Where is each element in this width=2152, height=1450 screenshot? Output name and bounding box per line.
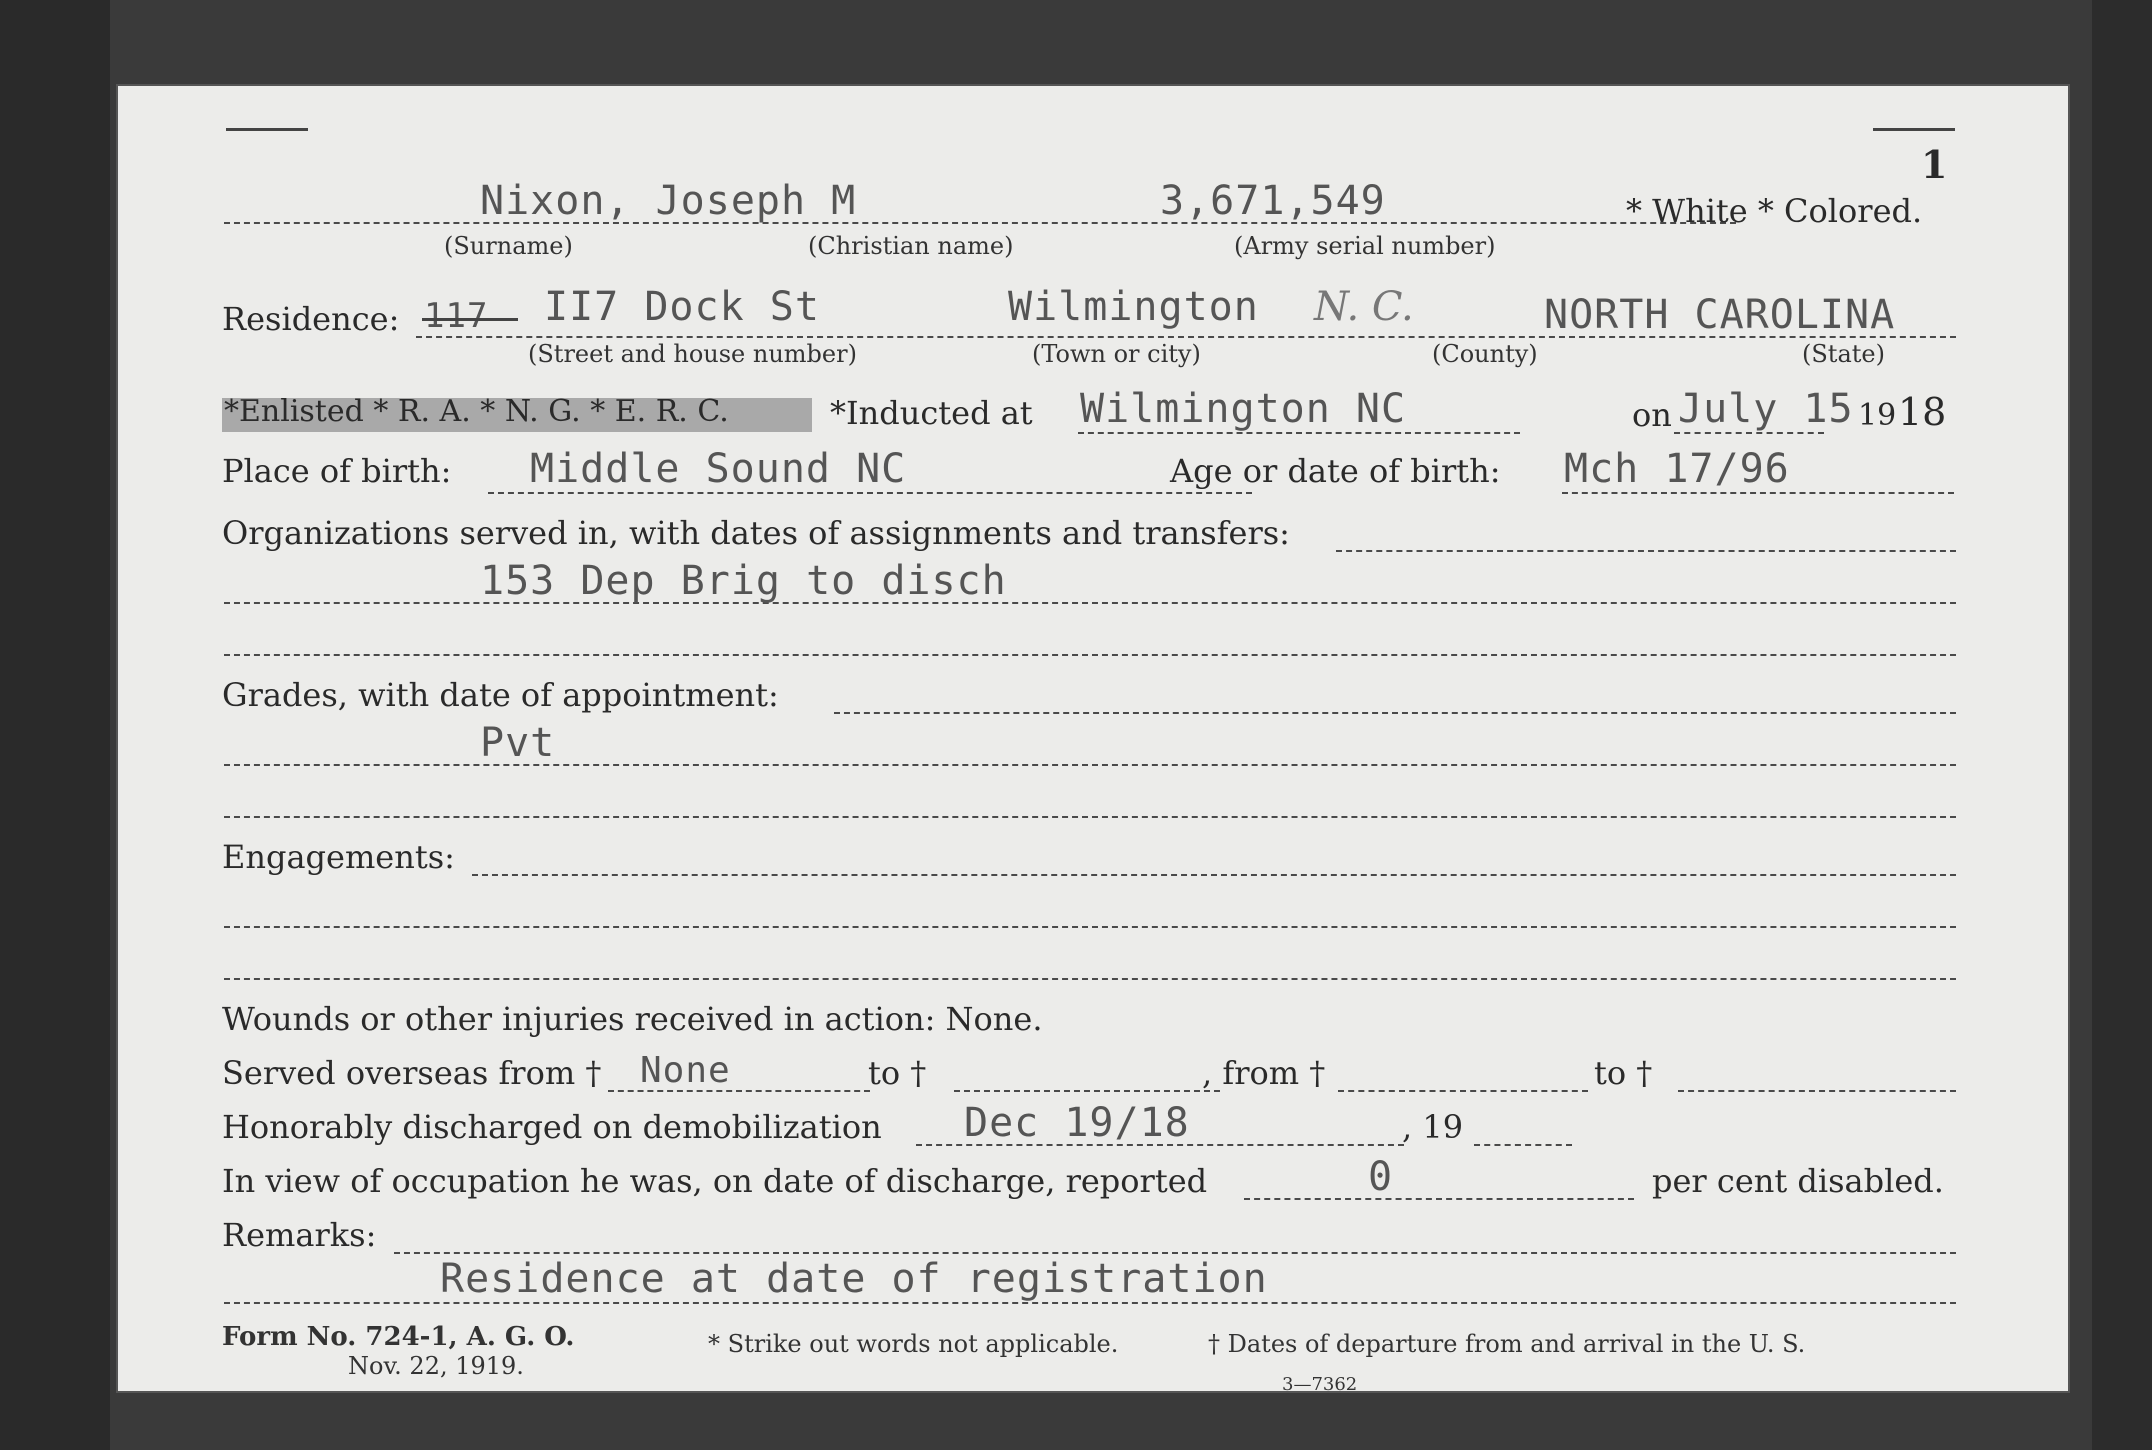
- town-value: Wilmington: [1008, 284, 1259, 330]
- birth-place-line: [488, 492, 1252, 494]
- wounds-label: Wounds or other injuries received in action: None.: [222, 1000, 1043, 1038]
- street-value: II7 Dock St: [544, 284, 820, 330]
- disability-value: 0: [1368, 1154, 1394, 1200]
- caption-county: (County): [1432, 340, 1538, 368]
- race-options: * White * Colored.: [1626, 192, 1923, 230]
- inducted-place-value: Wilmington NC: [1080, 386, 1407, 432]
- organizations-line-2: [224, 654, 1956, 656]
- scan-background-right: [2092, 0, 2152, 1450]
- disability-line: [1244, 1198, 1634, 1200]
- overseas-from-value: None: [640, 1050, 731, 1091]
- remarks-line-0: [394, 1252, 1956, 1254]
- overseas-to2-line: [1678, 1090, 1956, 1092]
- overseas-to-line: [954, 1090, 1220, 1092]
- footnote-strike-out: * Strike out words not applicable.: [708, 1330, 1119, 1358]
- footnote-dates: † Dates of departure from and arrival in the U. S.: [1208, 1330, 1806, 1358]
- birth-place-value: Middle Sound NC: [530, 446, 907, 492]
- residence-label: Residence:: [222, 300, 400, 338]
- organizations-line-0: [1336, 550, 1956, 552]
- struck-house-number: 117: [424, 296, 489, 336]
- overseas-from2-line: [1338, 1090, 1588, 1092]
- engagements-line-2: [224, 978, 1956, 980]
- induction-date-line: [1674, 432, 1824, 434]
- serial-value: 3,671,549: [1160, 178, 1386, 224]
- birth-place-label: Place of birth:: [222, 452, 452, 490]
- remarks-label: Remarks:: [222, 1216, 377, 1254]
- grades-line-2: [224, 816, 1956, 818]
- discharge-label: Honorably discharged on demobilization: [222, 1108, 882, 1146]
- caption-serial: (Army serial number): [1234, 232, 1496, 260]
- caption-town: (Town or city): [1032, 340, 1201, 368]
- town-handwritten-note: N. C.: [1314, 284, 1414, 330]
- state-value: NORTH CAROLINA: [1544, 292, 1896, 338]
- engagements-label: Engagements:: [222, 838, 455, 876]
- name-value: Nixon, Joseph M: [480, 178, 857, 224]
- remarks-value: Residence at date of registration: [440, 1256, 1268, 1302]
- disability-label: In view of occupation he was, on date of discharge, reported: [222, 1162, 1208, 1200]
- birth-date-label: Age or date of birth:: [1170, 452, 1501, 490]
- enlisted-options: *Enlisted * R. A. * N. G. * E. R. C.: [224, 394, 729, 429]
- card-number: 1: [1921, 142, 1948, 187]
- overseas-label: Served overseas from †: [222, 1054, 602, 1092]
- induction-year-prefix: 19: [1858, 398, 1897, 433]
- print-code: 3—7362: [1282, 1374, 1358, 1395]
- name-line: [224, 222, 1736, 224]
- scan-background-left: [0, 0, 110, 1450]
- form-number: Form No. 724-1, A. G. O.: [222, 1322, 575, 1352]
- caption-state: (State): [1802, 340, 1885, 368]
- form-date: Nov. 22, 1919.: [348, 1352, 524, 1380]
- grades-label: Grades, with date of appointment:: [222, 676, 779, 714]
- birth-date-value: Mch 17/96: [1564, 446, 1790, 492]
- on-label: on: [1632, 396, 1672, 434]
- overseas-to-label: to †: [868, 1054, 927, 1092]
- engagements-line-0: [472, 874, 1956, 876]
- service-record-card: [118, 86, 2068, 1395]
- remarks-line-1: [224, 1302, 1956, 1304]
- organizations-value: 153 Dep Brig to disch: [480, 558, 1007, 604]
- overseas-from2-label: , from †: [1202, 1054, 1326, 1092]
- induction-year-suffix: 18: [1898, 390, 1947, 434]
- induction-date-value: July 15: [1678, 386, 1854, 432]
- caption-street: (Street and house number): [528, 340, 857, 368]
- organizations-label: Organizations served in, with dates of assignments and transfers:: [222, 514, 1290, 552]
- grades-value: Pvt: [480, 720, 556, 766]
- top-right-rule: [1873, 128, 1955, 131]
- grades-line-0: [834, 712, 1956, 714]
- overseas-to2-label: to †: [1594, 1054, 1653, 1092]
- discharge-date-value: Dec 19/18: [964, 1100, 1190, 1146]
- discharge-year-line: [1474, 1144, 1572, 1146]
- caption-surname: (Surname): [444, 232, 573, 260]
- top-left-rule: [226, 128, 308, 131]
- engagements-line-1: [224, 926, 1956, 928]
- disability-suffix: per cent disabled.: [1652, 1162, 1944, 1200]
- inducted-label: *Inducted at: [830, 394, 1033, 432]
- birth-date-line: [1562, 492, 1954, 494]
- discharge-year-prefix: , 19: [1402, 1108, 1464, 1146]
- caption-christian: (Christian name): [808, 232, 1014, 260]
- inducted-line: [1078, 432, 1520, 434]
- strike-through-house-number: [422, 318, 518, 321]
